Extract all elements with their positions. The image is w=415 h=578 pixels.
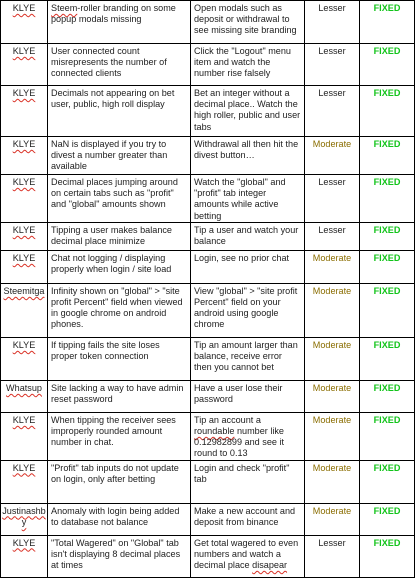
status-cell: FIXED <box>360 283 415 337</box>
issue-cell: NaN is displayed if you try to divest a number greater than available <box>48 137 191 175</box>
status-cell: FIXED <box>360 86 415 137</box>
status-cell: FIXED <box>360 503 415 535</box>
severity-cell: Moderate <box>305 503 360 535</box>
steps-cell: Open modals such as deposit or withdrawal to see missing site branding <box>191 1 305 44</box>
reporter-cell <box>1 412 48 460</box>
severity-cell: Lesser <box>305 44 360 86</box>
steps-cell: Tip an account a roundable number like 0.12982899 and see it round to 0.13 <box>191 412 305 460</box>
issue-cell: "Profit" tab inputs do not update on login, only after betting <box>48 460 191 503</box>
reporter-name: KLYE <box>12 88 36 98</box>
severity-cell: Moderate <box>305 283 360 337</box>
table-row <box>1 412 415 460</box>
steps-cell: Tip a user and watch your balance <box>191 222 305 250</box>
reporter-cell <box>1 137 48 175</box>
table-row <box>1 222 415 250</box>
reporter-cell <box>1 283 48 337</box>
table-row <box>1 503 415 535</box>
reporter-name: KLYE <box>12 177 36 187</box>
spellcheck-word: Steem <box>51 3 78 13</box>
steps-cell: Watch the "global" and "profit" tab integer amounts while active betting <box>191 175 305 223</box>
steps-cell: View "global" > "site profit Percent" field on your android using google chrome <box>191 283 305 337</box>
severity-cell: Moderate <box>305 380 360 412</box>
bug-table-body <box>1 1 415 578</box>
reporter-name: KLYE <box>12 339 36 350</box>
reporter-name: KLYE <box>12 224 36 235</box>
reporter-name: KLYE <box>12 46 36 56</box>
reporter-name: KLYE <box>12 139 36 149</box>
severity-cell: Lesser <box>305 222 360 250</box>
table-row <box>1 86 415 137</box>
status-cell: FIXED <box>360 250 415 283</box>
status-cell: FIXED <box>360 412 415 460</box>
steps-cell: Bet an integer without a decimal place.. Watch the high roller, public and user tabs <box>191 86 305 137</box>
issue-cell: Steem-roller branding on some popup modals missing <box>48 1 191 44</box>
table-row <box>1 337 415 380</box>
reporter-name: Steemitga <box>3 285 45 296</box>
steps-cell: Login and check "profit" tab <box>191 460 305 503</box>
status-cell: FIXED <box>360 222 415 250</box>
status-cell: FIXED <box>360 380 415 412</box>
status-cell: FIXED <box>360 137 415 175</box>
issue-cell: Decimal places jumping around on certain tabs such as "profit" and "global" amounts shown <box>48 175 191 223</box>
severity-cell: Moderate <box>305 412 360 460</box>
table-row <box>1 380 415 412</box>
table-row <box>1 283 415 337</box>
reporter-name: Justinashby <box>2 505 46 527</box>
severity-cell: Moderate <box>305 137 360 175</box>
issue-cell: Tipping a user makes balance decimal place minimize <box>48 222 191 250</box>
status-cell: FIXED <box>360 535 415 577</box>
reporter-name: KLYE <box>12 462 36 473</box>
issue-cell: Infinity shown on "global" > "site profit Percent" field when viewed in google chrome on android phones. <box>48 283 191 337</box>
table-row <box>1 175 415 223</box>
severity-cell: Lesser <box>305 535 360 577</box>
issue-cell: "Total Wagered" on "Global" tab isn't displaying 8 decimal places at times <box>48 535 191 577</box>
issue-cell: Site lacking a way to have admin reset password <box>48 380 191 412</box>
status-cell: FIXED <box>360 175 415 223</box>
status-cell: FIXED <box>360 1 415 44</box>
table-row <box>1 250 415 283</box>
table-row <box>1 460 415 503</box>
reporter-cell <box>1 222 48 250</box>
reporter-cell <box>1 380 48 412</box>
issue-cell: When tipping the receiver sees improperly rounded amount number in chat. <box>48 412 191 460</box>
status-cell: FIXED <box>360 460 415 503</box>
reporter-cell <box>1 460 48 503</box>
reporter-cell <box>1 337 48 380</box>
spellcheck-word: roundable <box>194 426 235 437</box>
spellcheck-word: disapear <box>252 560 288 571</box>
reporter-cell <box>1 250 48 283</box>
issue-cell: Anomaly with login being added to database not balance <box>48 503 191 535</box>
steps-cell: Withdrawal all then hit the divest button… <box>191 137 305 175</box>
reporter-cell <box>1 503 48 535</box>
severity-cell: Moderate <box>305 337 360 380</box>
issue-cell: Chat not logging / displaying properly when login / site load <box>48 250 191 283</box>
reporter-cell <box>1 86 48 137</box>
issue-cell: Decimals not appearing on bet user, public, high roll display <box>48 86 191 137</box>
reporter-name: Whatsup <box>6 382 42 393</box>
steps-cell: Click the "Logout" menu item and watch the number rise falsely <box>191 44 305 86</box>
table-row <box>1 137 415 175</box>
steps-cell: Make a new account and deposit from binance <box>191 503 305 535</box>
steps-cell: Tip an amount larger than balance, receive error then you cannot bet <box>191 337 305 380</box>
status-cell: FIXED <box>360 337 415 380</box>
steps-cell: Get total wagered to even numbers and watch a decimal place disapear <box>191 535 305 577</box>
severity-cell: Lesser <box>305 86 360 137</box>
reporter-cell <box>1 1 48 44</box>
severity-cell: Lesser <box>305 175 360 223</box>
reporter-cell <box>1 175 48 223</box>
reporter-name: KLYE <box>12 252 36 263</box>
reporter-name: KLYE <box>12 414 36 425</box>
steps-cell: Login, see no prior chat <box>191 250 305 283</box>
severity-cell: Moderate <box>305 250 360 283</box>
issue-cell: User connected count misrepresents the number of connected clients <box>48 44 191 86</box>
reporter-name: KLYE <box>12 3 36 13</box>
status-cell: FIXED <box>360 44 415 86</box>
reporter-name: KLYE <box>12 537 36 548</box>
issue-cell: If tipping fails the site loses proper token connection <box>48 337 191 380</box>
severity-cell: Moderate <box>305 460 360 503</box>
severity-cell: Lesser <box>305 1 360 44</box>
table-row <box>1 44 415 86</box>
reporter-cell <box>1 44 48 86</box>
steps-cell: Have a user lose their password <box>191 380 305 412</box>
table-row <box>1 1 415 44</box>
